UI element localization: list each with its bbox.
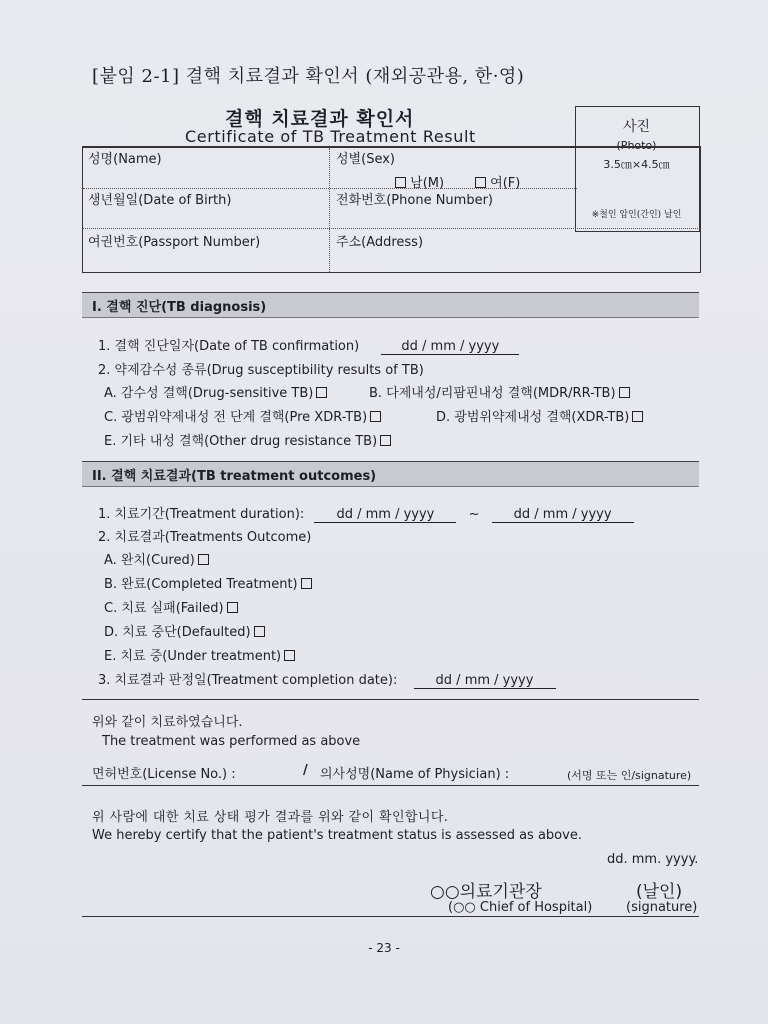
diagnosis-date-field[interactable]: dd / mm / yyyy	[381, 339, 519, 355]
physician-signature-hint: (서명 또는 인/signature)	[567, 769, 692, 782]
name-field-label: 성명(Name)	[88, 152, 162, 167]
address-field-label: 주소(Address)	[336, 235, 424, 250]
outcome-failed[interactable]: C. 치료 실패(Failed)	[104, 597, 238, 616]
phone-field-label: 전화번호(Phone Number)	[336, 193, 493, 208]
photo-note: ※철인 압인(간인) 날인	[591, 210, 682, 220]
row-divider	[83, 228, 700, 229]
document-title-korean: 결핵 치료결과 확인서	[225, 108, 415, 130]
drug-susceptibility-label: 2. 약제감수성 종류(Drug susceptibility results of TB)	[98, 363, 424, 378]
certify-english: We hereby certify that the patient's treatment status is assessed as above.	[92, 828, 582, 843]
checkbox[interactable]	[619, 387, 630, 398]
sex-field-label: 성별(Sex)	[336, 152, 395, 167]
diagnosis-date-row: 1. 결핵 진단일자(Date of TB confirmation) dd / mm / yyyy	[98, 335, 519, 355]
photo-size: 3.5㎝×4.5㎝	[603, 158, 670, 171]
chief-english: (○○ Chief of Hospital)	[448, 900, 593, 915]
option-pre-xdr-tb[interactable]: C. 광범위약제내성 전 단계 결핵(Pre XDR-TB)	[104, 406, 381, 425]
treatment-duration-row: 1. 치료기간(Treatment duration): dd / mm / yyyy ~ dd / mm / yyyy	[98, 503, 634, 523]
attachment-heading: [붙임 2-1] 결핵 치료결과 확인서 (재외공관용, 한·영)	[92, 66, 525, 87]
checkbox[interactable]	[380, 435, 391, 446]
female-label: 여(F)	[490, 176, 521, 191]
seal-korean: (날인)	[636, 882, 683, 902]
duration-end-field[interactable]: dd / mm / yyyy	[492, 507, 634, 523]
photo-title: 사진	[622, 119, 651, 135]
option-drug-sensitive[interactable]: A. 감수성 결핵(Drug-sensitive TB)	[104, 382, 327, 401]
duration-start-field[interactable]: dd / mm / yyyy	[314, 507, 456, 523]
column-divider	[329, 148, 330, 272]
photo-label: (Photo)	[616, 139, 657, 152]
male-checkbox[interactable]	[395, 177, 406, 188]
outcome-defaulted[interactable]: D. 치료 중단(Defaulted)	[104, 621, 265, 640]
hospital-signature-line[interactable]	[82, 916, 699, 917]
checkbox[interactable]	[632, 411, 643, 422]
dob-field-label: 생년월일(Date of Birth)	[88, 193, 232, 208]
checkbox[interactable]	[284, 650, 295, 661]
female-checkbox[interactable]	[475, 177, 486, 188]
divider-line	[82, 699, 699, 700]
license-number-label: 면허번호(License No.) :	[92, 767, 236, 782]
checkbox[interactable]	[316, 387, 327, 398]
outcome-under-treatment[interactable]: E. 치료 중(Under treatment)	[104, 645, 295, 664]
checkbox[interactable]	[254, 626, 265, 637]
completion-date-row: 3. 치료결과 판정일(Treatment completion date): dd / mm / yyyy	[98, 669, 556, 689]
male-label: 남(M)	[410, 176, 445, 191]
certify-korean: 위 사람에 대한 치료 상태 평가 결과를 위와 같이 확인합니다.	[92, 810, 449, 825]
section-1-title: I. 결핵 진단(TB diagnosis)	[92, 300, 267, 315]
seal-english: (signature)	[626, 900, 698, 915]
slash-separator: /	[303, 763, 308, 778]
checkbox[interactable]	[227, 602, 238, 613]
outcome-completed[interactable]: B. 완료(Completed Treatment)	[104, 573, 312, 592]
signature-line[interactable]	[82, 785, 699, 786]
section-2-title: II. 결핵 치료결과(TB treatment outcomes)	[92, 469, 377, 484]
option-mdr-rr-tb[interactable]: B. 다제내성/리팜핀내성 결핵(MDR/RR-TB)	[369, 382, 630, 401]
chief-korean: ○○의료기관장	[430, 882, 542, 902]
treatment-outcome-label: 2. 치료결과(Treatments Outcome)	[98, 530, 312, 545]
completion-date-field[interactable]: dd / mm / yyyy	[414, 673, 556, 689]
certify-date: dd. mm. yyyy.	[607, 852, 699, 867]
statement-korean: 위와 같이 치료하였습니다.	[92, 715, 243, 730]
checkbox[interactable]	[370, 411, 381, 422]
passport-field-label: 여권번호(Passport Number)	[88, 235, 261, 250]
page-number: - 23 -	[368, 941, 400, 955]
document-title-english: Certificate of TB Treatment Result	[185, 127, 476, 146]
option-xdr-tb[interactable]: D. 광범위약제내성 결핵(XDR-TB)	[436, 406, 643, 425]
checkbox[interactable]	[301, 578, 312, 589]
outcome-cured[interactable]: A. 완치(Cured)	[104, 549, 209, 568]
statement-english: The treatment was performed as above	[102, 734, 361, 749]
option-other-resistance[interactable]: E. 기타 내성 결핵(Other drug resistance TB)	[104, 430, 391, 449]
checkbox[interactable]	[198, 554, 209, 565]
physician-name-label: 의사성명(Name of Physician) :	[320, 767, 510, 782]
